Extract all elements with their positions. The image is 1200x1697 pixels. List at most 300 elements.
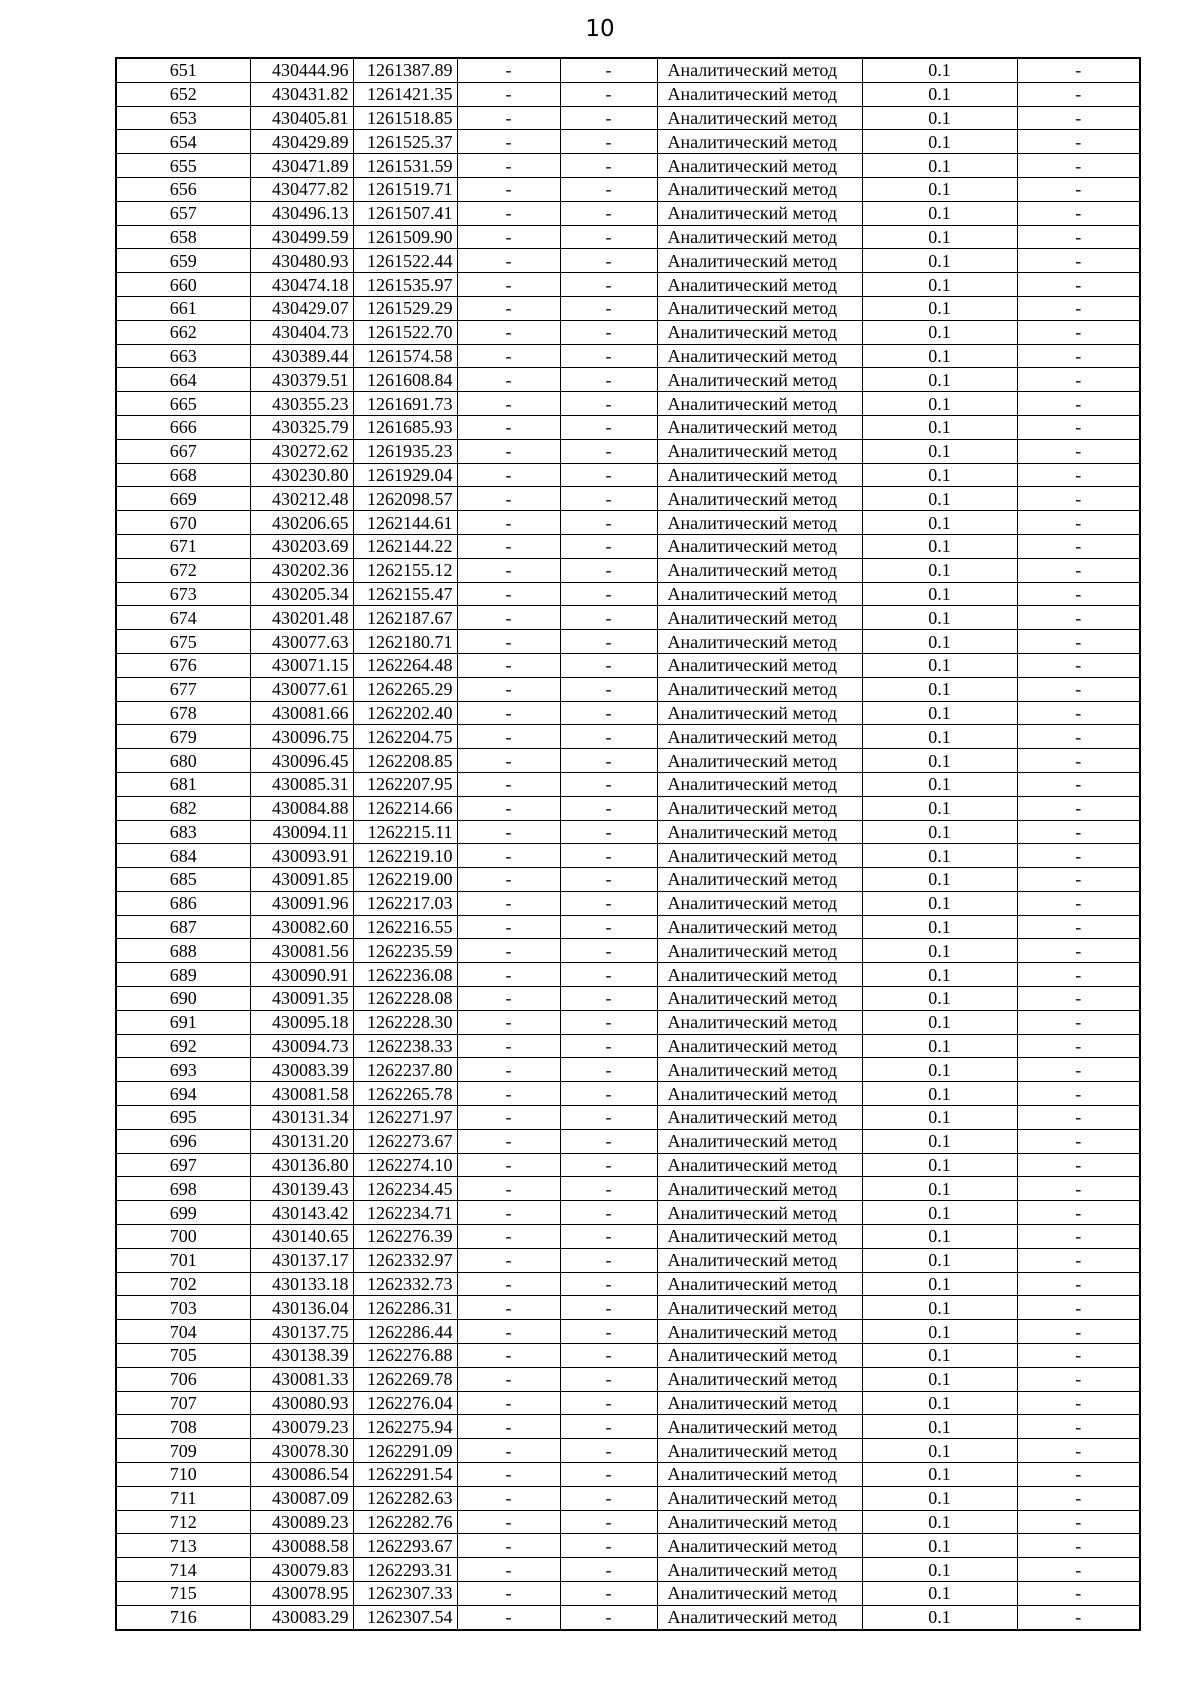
dash-cell: - bbox=[560, 796, 657, 820]
x-coordinate-cell: 430131.34 bbox=[250, 1106, 353, 1130]
point-number-cell: 698 bbox=[116, 1177, 250, 1201]
dash-cell: - bbox=[457, 487, 560, 511]
method-cell: Аналитический метод bbox=[657, 58, 862, 82]
point-number-cell: 706 bbox=[116, 1367, 250, 1391]
dash-cell: - bbox=[457, 154, 560, 178]
dash-cell: - bbox=[560, 1034, 657, 1058]
table-row bbox=[116, 439, 1140, 463]
method-cell: Аналитический метод bbox=[657, 1510, 862, 1534]
point-number-cell: 681 bbox=[116, 772, 250, 796]
table-row bbox=[116, 487, 1140, 511]
method-cell: Аналитический метод bbox=[657, 1034, 862, 1058]
x-coordinate-cell: 430136.80 bbox=[250, 1153, 353, 1177]
method-cell: Аналитический метод bbox=[657, 653, 862, 677]
x-coordinate-cell: 430094.73 bbox=[250, 1034, 353, 1058]
y-coordinate-cell: 1262155.47 bbox=[353, 582, 457, 606]
accuracy-cell: 0.1 bbox=[862, 1582, 1017, 1606]
point-number-cell: 651 bbox=[116, 58, 250, 82]
method-cell: Аналитический метод bbox=[657, 630, 862, 654]
table-row bbox=[116, 868, 1140, 892]
dash-cell: - bbox=[457, 1582, 560, 1606]
accuracy-cell: 0.1 bbox=[862, 487, 1017, 511]
method-cell: Аналитический метод bbox=[657, 701, 862, 725]
dash-cell: - bbox=[560, 1439, 657, 1463]
method-cell: Аналитический метод bbox=[657, 534, 862, 558]
table-row bbox=[116, 1391, 1140, 1415]
table-row bbox=[116, 1415, 1140, 1439]
x-coordinate-cell: 430212.48 bbox=[250, 487, 353, 511]
accuracy-cell: 0.1 bbox=[862, 1415, 1017, 1439]
method-cell: Аналитический метод bbox=[657, 963, 862, 987]
y-coordinate-cell: 1262282.63 bbox=[353, 1486, 457, 1510]
dash-cell: - bbox=[457, 891, 560, 915]
y-coordinate-cell: 1262291.09 bbox=[353, 1439, 457, 1463]
y-coordinate-cell: 1262293.31 bbox=[353, 1558, 457, 1582]
y-coordinate-cell: 1262155.12 bbox=[353, 558, 457, 582]
dash-cell: - bbox=[457, 1486, 560, 1510]
y-coordinate-cell: 1262207.95 bbox=[353, 772, 457, 796]
accuracy-cell: 0.1 bbox=[862, 296, 1017, 320]
x-coordinate-cell: 430083.39 bbox=[250, 1058, 353, 1082]
accuracy-cell: 0.1 bbox=[862, 58, 1017, 82]
method-cell: Аналитический метод bbox=[657, 463, 862, 487]
table-row bbox=[116, 344, 1140, 368]
table-row bbox=[116, 463, 1140, 487]
table-row bbox=[116, 1367, 1140, 1391]
dash-cell: - bbox=[457, 1534, 560, 1558]
point-number-cell: 652 bbox=[116, 82, 250, 106]
accuracy-cell: 0.1 bbox=[862, 439, 1017, 463]
accuracy-cell: 0.1 bbox=[862, 201, 1017, 225]
dash-cell: - bbox=[560, 558, 657, 582]
y-coordinate-cell: 1262144.61 bbox=[353, 511, 457, 535]
x-coordinate-cell: 430140.65 bbox=[250, 1225, 353, 1249]
point-number-cell: 672 bbox=[116, 558, 250, 582]
point-number-cell: 659 bbox=[116, 249, 250, 273]
y-coordinate-cell: 1262219.00 bbox=[353, 868, 457, 892]
table-row bbox=[116, 1248, 1140, 1272]
x-coordinate-cell: 430091.35 bbox=[250, 987, 353, 1011]
accuracy-cell: 0.1 bbox=[862, 1248, 1017, 1272]
method-cell: Аналитический метод bbox=[657, 201, 862, 225]
table-row bbox=[116, 772, 1140, 796]
x-coordinate-cell: 430071.15 bbox=[250, 653, 353, 677]
dash-cell: - bbox=[457, 130, 560, 154]
dash-cell: - bbox=[1017, 1439, 1140, 1463]
dash-cell: - bbox=[560, 177, 657, 201]
table-row bbox=[116, 1296, 1140, 1320]
dash-cell: - bbox=[560, 415, 657, 439]
dash-cell: - bbox=[560, 392, 657, 416]
point-number-cell: 690 bbox=[116, 987, 250, 1011]
x-coordinate-cell: 430429.89 bbox=[250, 130, 353, 154]
y-coordinate-cell: 1261522.44 bbox=[353, 249, 457, 273]
method-cell: Аналитический метод bbox=[657, 1010, 862, 1034]
dash-cell: - bbox=[457, 344, 560, 368]
point-number-cell: 679 bbox=[116, 725, 250, 749]
dash-cell: - bbox=[457, 963, 560, 987]
dash-cell: - bbox=[1017, 177, 1140, 201]
dash-cell: - bbox=[457, 844, 560, 868]
accuracy-cell: 0.1 bbox=[862, 534, 1017, 558]
y-coordinate-cell: 1262098.57 bbox=[353, 487, 457, 511]
dash-cell: - bbox=[457, 1177, 560, 1201]
accuracy-cell: 0.1 bbox=[862, 106, 1017, 130]
table-row bbox=[116, 1034, 1140, 1058]
method-cell: Аналитический метод bbox=[657, 1153, 862, 1177]
point-number-cell: 711 bbox=[116, 1486, 250, 1510]
method-cell: Аналитический метод bbox=[657, 177, 862, 201]
method-cell: Аналитический метод bbox=[657, 1534, 862, 1558]
dash-cell: - bbox=[560, 749, 657, 773]
accuracy-cell: 0.1 bbox=[862, 1439, 1017, 1463]
table-row bbox=[116, 1058, 1140, 1082]
method-cell: Аналитический метод bbox=[657, 1320, 862, 1344]
method-cell: Аналитический метод bbox=[657, 296, 862, 320]
point-number-cell: 669 bbox=[116, 487, 250, 511]
x-coordinate-cell: 430090.91 bbox=[250, 963, 353, 987]
accuracy-cell: 0.1 bbox=[862, 891, 1017, 915]
accuracy-cell: 0.1 bbox=[862, 701, 1017, 725]
accuracy-cell: 0.1 bbox=[862, 1153, 1017, 1177]
y-coordinate-cell: 1262228.30 bbox=[353, 1010, 457, 1034]
method-cell: Аналитический метод bbox=[657, 868, 862, 892]
dash-cell: - bbox=[457, 1320, 560, 1344]
table-row bbox=[116, 891, 1140, 915]
dash-cell: - bbox=[1017, 915, 1140, 939]
dash-cell: - bbox=[457, 582, 560, 606]
method-cell: Аналитический метод bbox=[657, 1582, 862, 1606]
dash-cell: - bbox=[1017, 1177, 1140, 1201]
dash-cell: - bbox=[457, 1225, 560, 1249]
dash-cell: - bbox=[1017, 344, 1140, 368]
dash-cell: - bbox=[1017, 296, 1140, 320]
dash-cell: - bbox=[1017, 58, 1140, 82]
accuracy-cell: 0.1 bbox=[862, 273, 1017, 297]
y-coordinate-cell: 1261574.58 bbox=[353, 344, 457, 368]
y-coordinate-cell: 1261507.41 bbox=[353, 201, 457, 225]
dash-cell: - bbox=[457, 1439, 560, 1463]
point-number-cell: 660 bbox=[116, 273, 250, 297]
table-row bbox=[116, 296, 1140, 320]
accuracy-cell: 0.1 bbox=[862, 796, 1017, 820]
dash-cell: - bbox=[457, 1558, 560, 1582]
x-coordinate-cell: 430429.07 bbox=[250, 296, 353, 320]
accuracy-cell: 0.1 bbox=[862, 1391, 1017, 1415]
dash-cell: - bbox=[457, 772, 560, 796]
dash-cell: - bbox=[1017, 796, 1140, 820]
accuracy-cell: 0.1 bbox=[862, 154, 1017, 178]
dash-cell: - bbox=[457, 558, 560, 582]
dash-cell: - bbox=[457, 987, 560, 1011]
accuracy-cell: 0.1 bbox=[862, 511, 1017, 535]
accuracy-cell: 0.1 bbox=[862, 368, 1017, 392]
method-cell: Аналитический метод bbox=[657, 130, 862, 154]
dash-cell: - bbox=[1017, 820, 1140, 844]
x-coordinate-cell: 430133.18 bbox=[250, 1272, 353, 1296]
x-coordinate-cell: 430091.96 bbox=[250, 891, 353, 915]
x-coordinate-cell: 430081.56 bbox=[250, 939, 353, 963]
x-coordinate-cell: 430093.91 bbox=[250, 844, 353, 868]
point-number-cell: 714 bbox=[116, 1558, 250, 1582]
dash-cell: - bbox=[1017, 987, 1140, 1011]
method-cell: Аналитический метод bbox=[657, 582, 862, 606]
point-number-cell: 655 bbox=[116, 154, 250, 178]
table-row bbox=[116, 749, 1140, 773]
y-coordinate-cell: 1261608.84 bbox=[353, 368, 457, 392]
table-row bbox=[116, 963, 1140, 987]
table-row bbox=[116, 1272, 1140, 1296]
accuracy-cell: 0.1 bbox=[862, 772, 1017, 796]
dash-cell: - bbox=[1017, 1153, 1140, 1177]
table-row bbox=[116, 106, 1140, 130]
y-coordinate-cell: 1261509.90 bbox=[353, 225, 457, 249]
y-coordinate-cell: 1262264.48 bbox=[353, 653, 457, 677]
method-cell: Аналитический метод bbox=[657, 749, 862, 773]
table-row bbox=[116, 225, 1140, 249]
point-number-cell: 682 bbox=[116, 796, 250, 820]
dash-cell: - bbox=[1017, 82, 1140, 106]
dash-cell: - bbox=[560, 725, 657, 749]
dash-cell: - bbox=[457, 392, 560, 416]
dash-cell: - bbox=[560, 1225, 657, 1249]
x-coordinate-cell: 430084.88 bbox=[250, 796, 353, 820]
dash-cell: - bbox=[457, 701, 560, 725]
dash-cell: - bbox=[560, 820, 657, 844]
dash-cell: - bbox=[1017, 1058, 1140, 1082]
x-coordinate-cell: 430444.96 bbox=[250, 58, 353, 82]
dash-cell: - bbox=[1017, 963, 1140, 987]
x-coordinate-cell: 430085.31 bbox=[250, 772, 353, 796]
dash-cell: - bbox=[457, 82, 560, 106]
dash-cell: - bbox=[457, 439, 560, 463]
y-coordinate-cell: 1262228.08 bbox=[353, 987, 457, 1011]
dash-cell: - bbox=[1017, 1510, 1140, 1534]
accuracy-cell: 0.1 bbox=[862, 177, 1017, 201]
table-row bbox=[116, 1605, 1140, 1629]
x-coordinate-cell: 430325.79 bbox=[250, 415, 353, 439]
dash-cell: - bbox=[1017, 106, 1140, 130]
y-coordinate-cell: 1262274.10 bbox=[353, 1153, 457, 1177]
x-coordinate-cell: 430203.69 bbox=[250, 534, 353, 558]
dash-cell: - bbox=[560, 582, 657, 606]
point-number-cell: 671 bbox=[116, 534, 250, 558]
dash-cell: - bbox=[560, 154, 657, 178]
point-number-cell: 683 bbox=[116, 820, 250, 844]
y-coordinate-cell: 1262208.85 bbox=[353, 749, 457, 773]
y-coordinate-cell: 1262291.54 bbox=[353, 1463, 457, 1487]
dash-cell: - bbox=[560, 201, 657, 225]
dash-cell: - bbox=[457, 201, 560, 225]
dash-cell: - bbox=[560, 1201, 657, 1225]
dash-cell: - bbox=[457, 653, 560, 677]
dash-cell: - bbox=[457, 249, 560, 273]
point-number-cell: 668 bbox=[116, 463, 250, 487]
accuracy-cell: 0.1 bbox=[862, 963, 1017, 987]
method-cell: Аналитический метод bbox=[657, 1248, 862, 1272]
method-cell: Аналитический метод bbox=[657, 891, 862, 915]
method-cell: Аналитический метод bbox=[657, 1106, 862, 1130]
method-cell: Аналитический метод bbox=[657, 225, 862, 249]
dash-cell: - bbox=[1017, 392, 1140, 416]
y-coordinate-cell: 1262234.71 bbox=[353, 1201, 457, 1225]
point-number-cell: 697 bbox=[116, 1153, 250, 1177]
dash-cell: - bbox=[1017, 1225, 1140, 1249]
dash-cell: - bbox=[457, 677, 560, 701]
dash-cell: - bbox=[1017, 868, 1140, 892]
accuracy-cell: 0.1 bbox=[862, 344, 1017, 368]
accuracy-cell: 0.1 bbox=[862, 630, 1017, 654]
method-cell: Аналитический метод bbox=[657, 725, 862, 749]
dash-cell: - bbox=[457, 273, 560, 297]
accuracy-cell: 0.1 bbox=[862, 606, 1017, 630]
accuracy-cell: 0.1 bbox=[862, 1034, 1017, 1058]
accuracy-cell: 0.1 bbox=[862, 1058, 1017, 1082]
accuracy-cell: 0.1 bbox=[862, 653, 1017, 677]
y-coordinate-cell: 1262276.39 bbox=[353, 1225, 457, 1249]
dash-cell: - bbox=[457, 225, 560, 249]
dash-cell: - bbox=[1017, 1320, 1140, 1344]
dash-cell: - bbox=[560, 606, 657, 630]
y-coordinate-cell: 1262332.97 bbox=[353, 1248, 457, 1272]
table-row bbox=[116, 1201, 1140, 1225]
x-coordinate-cell: 430202.36 bbox=[250, 558, 353, 582]
method-cell: Аналитический метод bbox=[657, 439, 862, 463]
point-number-cell: 705 bbox=[116, 1344, 250, 1368]
table-row bbox=[116, 939, 1140, 963]
dash-cell: - bbox=[1017, 558, 1140, 582]
dash-cell: - bbox=[1017, 1082, 1140, 1106]
accuracy-cell: 0.1 bbox=[862, 1082, 1017, 1106]
dash-cell: - bbox=[560, 677, 657, 701]
dash-cell: - bbox=[1017, 582, 1140, 606]
point-number-cell: 680 bbox=[116, 749, 250, 773]
x-coordinate-cell: 430078.30 bbox=[250, 1439, 353, 1463]
dash-cell: - bbox=[1017, 368, 1140, 392]
accuracy-cell: 0.1 bbox=[862, 868, 1017, 892]
method-cell: Аналитический метод bbox=[657, 1486, 862, 1510]
dash-cell: - bbox=[457, 58, 560, 82]
x-coordinate-cell: 430143.42 bbox=[250, 1201, 353, 1225]
x-coordinate-cell: 430431.82 bbox=[250, 82, 353, 106]
x-coordinate-cell: 430136.04 bbox=[250, 1296, 353, 1320]
method-cell: Аналитический метод bbox=[657, 1201, 862, 1225]
x-coordinate-cell: 430496.13 bbox=[250, 201, 353, 225]
method-cell: Аналитический метод bbox=[657, 154, 862, 178]
point-number-cell: 670 bbox=[116, 511, 250, 535]
table-row bbox=[116, 534, 1140, 558]
x-coordinate-cell: 430499.59 bbox=[250, 225, 353, 249]
method-cell: Аналитический метод bbox=[657, 1367, 862, 1391]
table-row bbox=[116, 249, 1140, 273]
y-coordinate-cell: 1262307.54 bbox=[353, 1605, 457, 1629]
x-coordinate-cell: 430206.65 bbox=[250, 511, 353, 535]
point-number-cell: 710 bbox=[116, 1463, 250, 1487]
y-coordinate-cell: 1262286.31 bbox=[353, 1296, 457, 1320]
dash-cell: - bbox=[1017, 677, 1140, 701]
dash-cell: - bbox=[1017, 487, 1140, 511]
dash-cell: - bbox=[560, 701, 657, 725]
x-coordinate-cell: 430272.62 bbox=[250, 439, 353, 463]
page-number: 10 bbox=[585, 16, 615, 42]
dash-cell: - bbox=[457, 1248, 560, 1272]
method-cell: Аналитический метод bbox=[657, 606, 862, 630]
dash-cell: - bbox=[1017, 511, 1140, 535]
x-coordinate-cell: 430379.51 bbox=[250, 368, 353, 392]
dash-cell: - bbox=[560, 1605, 657, 1629]
dash-cell: - bbox=[457, 1034, 560, 1058]
dash-cell: - bbox=[1017, 1034, 1140, 1058]
accuracy-cell: 0.1 bbox=[862, 558, 1017, 582]
dash-cell: - bbox=[560, 1391, 657, 1415]
x-coordinate-cell: 430405.81 bbox=[250, 106, 353, 130]
table-row bbox=[116, 1510, 1140, 1534]
dash-cell: - bbox=[457, 1510, 560, 1534]
accuracy-cell: 0.1 bbox=[862, 1177, 1017, 1201]
dash-cell: - bbox=[560, 511, 657, 535]
point-number-cell: 702 bbox=[116, 1272, 250, 1296]
x-coordinate-cell: 430404.73 bbox=[250, 320, 353, 344]
y-coordinate-cell: 1262202.40 bbox=[353, 701, 457, 725]
dash-cell: - bbox=[1017, 201, 1140, 225]
table-row bbox=[116, 796, 1140, 820]
dash-cell: - bbox=[457, 511, 560, 535]
y-coordinate-cell: 1261529.29 bbox=[353, 296, 457, 320]
accuracy-cell: 0.1 bbox=[862, 1510, 1017, 1534]
y-coordinate-cell: 1261535.97 bbox=[353, 273, 457, 297]
table-row bbox=[116, 1463, 1140, 1487]
point-number-cell: 685 bbox=[116, 868, 250, 892]
point-number-cell: 691 bbox=[116, 1010, 250, 1034]
dash-cell: - bbox=[560, 534, 657, 558]
method-cell: Аналитический метод bbox=[657, 320, 862, 344]
dash-cell: - bbox=[560, 1486, 657, 1510]
table-row bbox=[116, 653, 1140, 677]
dash-cell: - bbox=[1017, 725, 1140, 749]
y-coordinate-cell: 1262265.29 bbox=[353, 677, 457, 701]
point-number-cell: 674 bbox=[116, 606, 250, 630]
method-cell: Аналитический метод bbox=[657, 1439, 862, 1463]
x-coordinate-cell: 430094.11 bbox=[250, 820, 353, 844]
dash-cell: - bbox=[1017, 1558, 1140, 1582]
dash-cell: - bbox=[1017, 1106, 1140, 1130]
x-coordinate-cell: 430079.23 bbox=[250, 1415, 353, 1439]
dash-cell: - bbox=[560, 1296, 657, 1320]
x-coordinate-cell: 430081.66 bbox=[250, 701, 353, 725]
method-cell: Аналитический метод bbox=[657, 1558, 862, 1582]
dash-cell: - bbox=[560, 1106, 657, 1130]
dash-cell: - bbox=[457, 106, 560, 130]
point-number-cell: 677 bbox=[116, 677, 250, 701]
dash-cell: - bbox=[457, 820, 560, 844]
method-cell: Аналитический метод bbox=[657, 1225, 862, 1249]
point-number-cell: 664 bbox=[116, 368, 250, 392]
table-row bbox=[116, 130, 1140, 154]
dash-cell: - bbox=[1017, 653, 1140, 677]
y-coordinate-cell: 1262216.55 bbox=[353, 915, 457, 939]
table-row bbox=[116, 677, 1140, 701]
dash-cell: - bbox=[1017, 1272, 1140, 1296]
x-coordinate-cell: 430096.45 bbox=[250, 749, 353, 773]
point-number-cell: 700 bbox=[116, 1225, 250, 1249]
table-row bbox=[116, 582, 1140, 606]
method-cell: Аналитический метод bbox=[657, 987, 862, 1011]
dash-cell: - bbox=[1017, 463, 1140, 487]
x-coordinate-cell: 430080.93 bbox=[250, 1391, 353, 1415]
table-row bbox=[116, 273, 1140, 297]
dash-cell: - bbox=[457, 1296, 560, 1320]
accuracy-cell: 0.1 bbox=[862, 1486, 1017, 1510]
